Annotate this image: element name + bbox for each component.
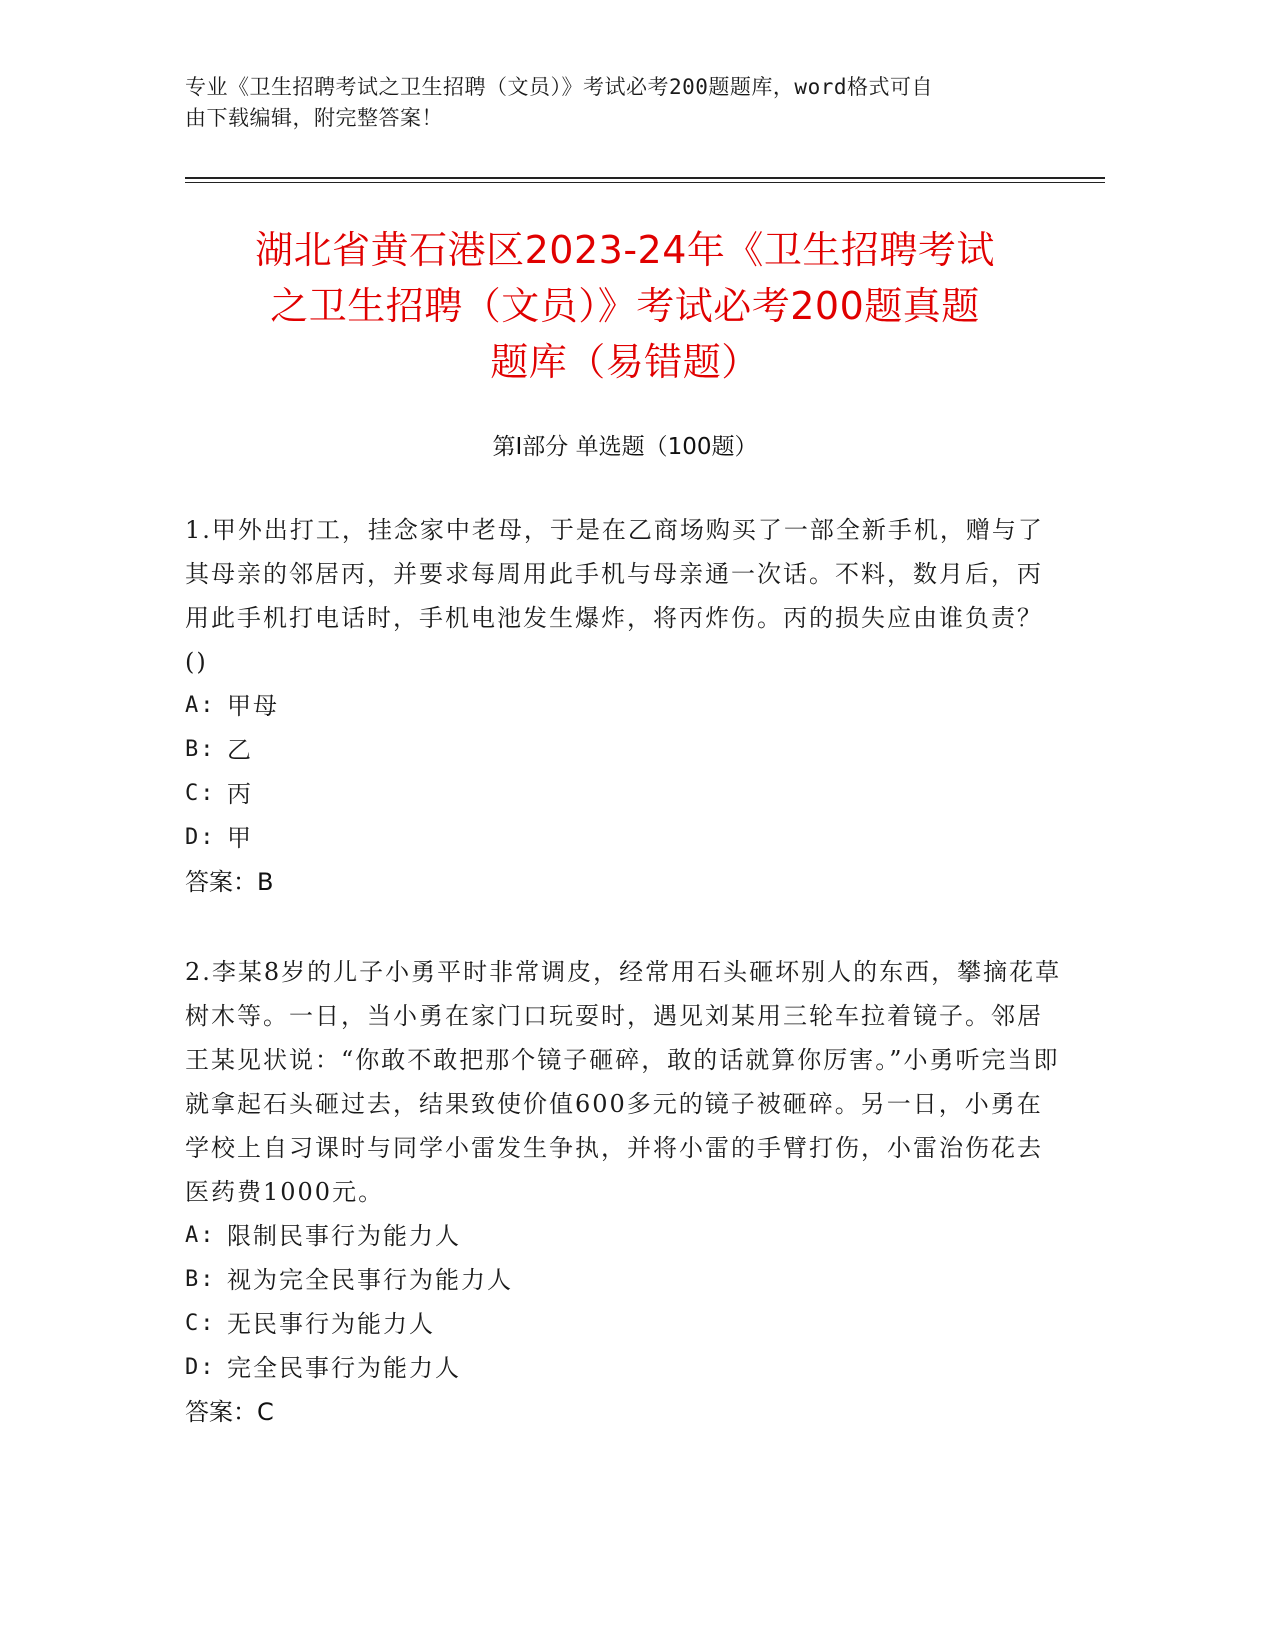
question-text: 2.李某8岁的儿子小勇平时非常调皮，经常用石头砸坏别人的东西，攀摘花草树木等。一日，当小勇在家门口玩耍时，遇见刘某用三轮车拉着镜子。邻居王某见状说：“你敢不敢把那个镜子砸碎，敢的话就算你厉害。”小勇听完当即就拿起石头砸过去，结果致使价值600多元的镜子被砸碎。另一日，小勇在学校上自习课时与同学小雷发生争执，并将小雷的手臂打伤，小雷治伤花去医药费1000元。 [185,958,1062,1206]
option-key: A: [185,693,216,718]
option-a [185,1214,1065,1258]
document-title-line-2: 之卫生招聘（文员）》考试必考200题真题 [270,284,980,328]
option-c [185,772,1065,816]
option-text: 视为完全民事行为能力人 [227,1266,513,1294]
option-text: 限制民事行为能力人 [227,1222,461,1250]
option-key: A: [185,1223,216,1248]
option-key: D: [185,1355,216,1380]
document-title-line-3: 题库（易错题） [490,340,760,384]
answer-label: 答案：B [185,868,274,896]
option-d [185,1346,1065,1390]
option-key: C: [185,1311,216,1336]
option-text: 丙 [227,780,253,808]
option-text: 无民事行为能力人 [227,1310,435,1338]
document-title [185,222,1065,390]
option-text: 乙 [227,736,253,764]
header-note-line-1: 专业《卫生招聘考试之卫生招聘（文员）》考试必考200题题库，word格式可自 [185,75,933,99]
question-2 [185,950,1065,1434]
option-b [185,728,1065,772]
option-b [185,1258,1065,1302]
option-c [185,1302,1065,1346]
document-title-line-1: 湖北省黄石港区2023-24年《卫生招聘考试 [255,228,995,272]
option-key: B: [185,737,216,762]
option-key: C: [185,781,216,806]
option-key: D: [185,825,216,850]
header-divider-thin [185,182,1105,183]
question-1 [185,508,1065,904]
header-divider-thick [185,177,1105,179]
option-d [185,816,1065,860]
option-text: 甲 [227,824,253,852]
option-text: 甲母 [227,692,279,720]
header-note [185,72,1065,134]
header-note-line-2: 由下载编辑，附完整答案！ [185,106,443,130]
option-key: B: [185,1267,216,1292]
question-text: 1.甲外出打工，挂念家中老母，于是在乙商场购买了一部全新手机，赠与了其母亲的邻居丙，并要求每周用此手机与母亲通一次话。不料，数月后，丙用此手机打电话时，手机电池发生爆炸，将丙炸伤。丙的损失应由谁负责？() [185,516,1044,676]
option-text: 完全民事行为能力人 [227,1354,461,1382]
answer-label: 答案：C [185,1398,274,1426]
option-a [185,684,1065,728]
section-title: 第Ⅰ部分 单选题（100题） [492,434,758,460]
